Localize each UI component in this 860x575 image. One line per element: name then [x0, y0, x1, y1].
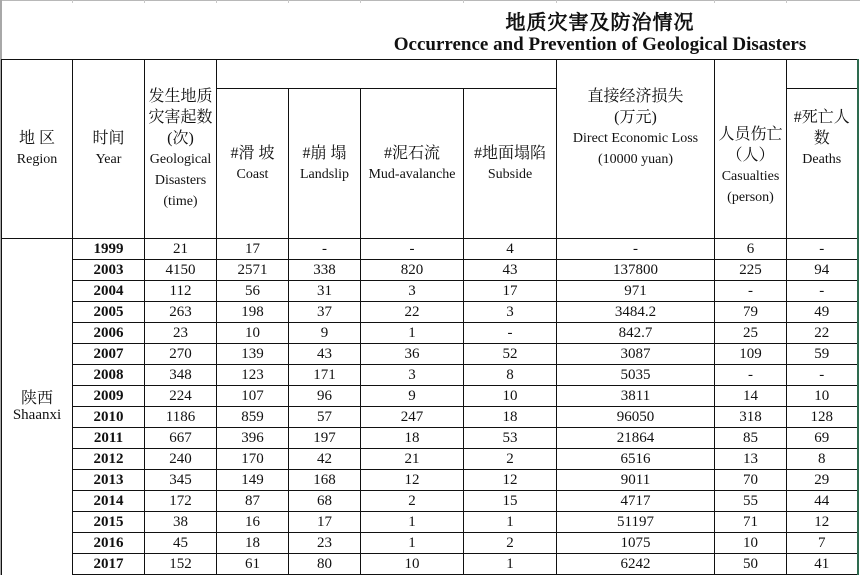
coast-cell[interactable]: 149 — [217, 470, 289, 491]
disasters-cell[interactable]: 345 — [145, 470, 217, 491]
deaths-cell[interactable]: 69 — [787, 428, 858, 449]
header-region[interactable]: 地 区 Region — [2, 60, 73, 239]
disasters-cell[interactable]: 263 — [145, 302, 217, 323]
coast-cell[interactable]: 17 — [217, 239, 289, 260]
deaths-cell[interactable]: 7 — [787, 533, 858, 554]
casualties-cell[interactable]: 6 — [715, 239, 787, 260]
coast-cell[interactable]: 10 — [217, 323, 289, 344]
disasters-cell[interactable]: 224 — [145, 386, 217, 407]
mud-cell[interactable]: 9 — [361, 386, 464, 407]
coast-cell[interactable]: 170 — [217, 449, 289, 470]
table-row — [2, 302, 858, 323]
mud-cell[interactable]: 2 — [361, 491, 464, 512]
year-cell[interactable]: 2004 — [73, 281, 145, 302]
subside-cell[interactable]: 2 — [464, 533, 557, 554]
subside-cell[interactable]: 53 — [464, 428, 557, 449]
loss-cell[interactable]: 137800 — [557, 260, 715, 281]
disasters-cell[interactable]: 348 — [145, 365, 217, 386]
year-cell[interactable]: 2012 — [73, 449, 145, 470]
deaths-cell[interactable]: 49 — [787, 302, 858, 323]
subside-cell[interactable]: 1 — [464, 554, 557, 575]
header-disaster-types-group — [217, 60, 557, 89]
mud-cell[interactable]: 18 — [361, 428, 464, 449]
landslip-cell[interactable]: 31 — [289, 281, 361, 302]
coast-cell[interactable]: 396 — [217, 428, 289, 449]
table-row — [2, 386, 858, 407]
landslip-cell[interactable]: 171 — [289, 365, 361, 386]
disasters-cell[interactable]: 112 — [145, 281, 217, 302]
loss-cell[interactable]: 51197 — [557, 512, 715, 533]
header-coast[interactable]: #滑 坡 Coast — [217, 89, 289, 239]
region-cell[interactable]: 陕西 Shaanxi — [2, 239, 73, 575]
coast-cell[interactable]: 61 — [217, 554, 289, 575]
mud-cell[interactable]: 820 — [361, 260, 464, 281]
subside-cell[interactable]: 2 — [464, 449, 557, 470]
landslip-cell[interactable]: - — [289, 239, 361, 260]
disasters-cell[interactable]: 270 — [145, 344, 217, 365]
year-cell[interactable]: 2013 — [73, 470, 145, 491]
coast-cell[interactable]: 18 — [217, 533, 289, 554]
table-row — [2, 554, 858, 575]
casualties-cell[interactable]: 50 — [715, 554, 787, 575]
casualties-cell[interactable]: 14 — [715, 386, 787, 407]
header-casualties[interactable]: 人员伤亡 （人） Casualties (person) — [715, 60, 787, 239]
casualties-cell[interactable]: 13 — [715, 449, 787, 470]
landslip-cell[interactable]: 57 — [289, 407, 361, 428]
coast-cell[interactable]: 198 — [217, 302, 289, 323]
subside-cell[interactable]: 12 — [464, 470, 557, 491]
coast-cell[interactable]: 16 — [217, 512, 289, 533]
disasters-cell[interactable]: 45 — [145, 533, 217, 554]
deaths-cell[interactable]: 12 — [787, 512, 858, 533]
casualties-cell[interactable]: - — [715, 365, 787, 386]
coast-cell[interactable]: 123 — [217, 365, 289, 386]
disasters-cell[interactable]: 240 — [145, 449, 217, 470]
deaths-cell[interactable]: 10 — [787, 386, 858, 407]
subside-cell[interactable]: 43 — [464, 260, 557, 281]
landslip-cell[interactable]: 338 — [289, 260, 361, 281]
casualties-cell[interactable]: 71 — [715, 512, 787, 533]
table-title-en: Occurrence and Prevention of Geological Disasters — [393, 34, 807, 55]
loss-cell[interactable]: 96050 — [557, 407, 715, 428]
year-cell[interactable]: 2009 — [73, 386, 145, 407]
deaths-cell[interactable]: 8 — [787, 449, 858, 470]
casualties-cell[interactable]: 109 — [715, 344, 787, 365]
subside-cell[interactable]: 17 — [464, 281, 557, 302]
subside-cell[interactable]: 1 — [464, 512, 557, 533]
loss-cell[interactable]: 3811 — [557, 386, 715, 407]
header-geological-disasters[interactable]: 发生地质 灾害起数 (次) Geological Disasters (time) — [145, 60, 217, 239]
disasters-cell[interactable]: 667 — [145, 428, 217, 449]
year-cell[interactable]: 2017 — [73, 554, 145, 575]
coast-cell[interactable]: 139 — [217, 344, 289, 365]
table-row — [2, 512, 858, 533]
loss-cell[interactable]: 971 — [557, 281, 715, 302]
disasters-cell[interactable]: 4150 — [145, 260, 217, 281]
landslip-cell[interactable]: 17 — [289, 512, 361, 533]
coast-cell[interactable]: 56 — [217, 281, 289, 302]
subside-cell[interactable]: 3 — [464, 302, 557, 323]
mud-cell[interactable]: 247 — [361, 407, 464, 428]
subside-cell[interactable]: 15 — [464, 491, 557, 512]
mud-cell[interactable]: 22 — [361, 302, 464, 323]
table-title-zh: 地质灾害及防治情况 — [505, 12, 695, 34]
year-cell[interactable]: 2005 — [73, 302, 145, 323]
subside-cell[interactable]: 10 — [464, 386, 557, 407]
deaths-cell[interactable]: - — [787, 365, 858, 386]
casualties-cell[interactable]: 70 — [715, 470, 787, 491]
casualties-cell[interactable]: 85 — [715, 428, 787, 449]
header-landslip[interactable]: #崩 塌 Landslip — [289, 89, 361, 239]
landslip-cell[interactable]: 197 — [289, 428, 361, 449]
table-row — [2, 260, 858, 281]
loss-cell[interactable]: 842.7 — [557, 323, 715, 344]
mud-cell[interactable]: 21 — [361, 449, 464, 470]
coast-cell[interactable]: 107 — [217, 386, 289, 407]
disasters-cell[interactable]: 172 — [145, 491, 217, 512]
table-row — [2, 449, 858, 470]
header-mud-avalanche[interactable]: #泥石流 Mud-avalanche — [361, 89, 464, 239]
landslip-cell[interactable]: 37 — [289, 302, 361, 323]
header-direct-economic-loss[interactable]: 直接经济损失 (万元) Direct Economic Loss (10000 yuan) — [557, 60, 715, 239]
casualties-cell[interactable]: 79 — [715, 302, 787, 323]
disasters-cell[interactable]: 152 — [145, 554, 217, 575]
deaths-cell[interactable]: 41 — [787, 554, 858, 575]
year-cell[interactable]: 1999 — [73, 239, 145, 260]
loss-cell[interactable]: 6516 — [557, 449, 715, 470]
casualties-cell[interactable]: 225 — [715, 260, 787, 281]
loss-cell[interactable]: 3087 — [557, 344, 715, 365]
year-cell[interactable]: 2014 — [73, 491, 145, 512]
table-row — [2, 344, 858, 365]
casualties-cell[interactable]: - — [715, 281, 787, 302]
year-cell[interactable]: 2006 — [73, 323, 145, 344]
subside-cell[interactable]: 4 — [464, 239, 557, 260]
deaths-cell[interactable]: 128 — [787, 407, 858, 428]
year-cell[interactable]: 2008 — [73, 365, 145, 386]
deaths-cell[interactable]: 44 — [787, 491, 858, 512]
table-row — [2, 239, 858, 260]
table-row — [2, 533, 858, 554]
table-row — [2, 407, 858, 428]
loss-cell[interactable]: 5035 — [557, 365, 715, 386]
year-cell[interactable]: 2011 — [73, 428, 145, 449]
mud-cell[interactable]: 1 — [361, 323, 464, 344]
header-deaths[interactable]: #死亡人 数 Deaths — [787, 89, 858, 239]
loss-cell[interactable]: 9011 — [557, 470, 715, 491]
table-row — [2, 365, 858, 386]
loss-cell[interactable]: 1075 — [557, 533, 715, 554]
table-row — [2, 323, 858, 344]
deaths-cell[interactable]: 22 — [787, 323, 858, 344]
deaths-cell[interactable]: - — [787, 281, 858, 302]
mud-cell[interactable]: 3 — [361, 281, 464, 302]
coast-cell[interactable]: 87 — [217, 491, 289, 512]
deaths-cell[interactable]: 94 — [787, 260, 858, 281]
loss-cell[interactable]: 21864 — [557, 428, 715, 449]
landslip-cell[interactable]: 43 — [289, 344, 361, 365]
header-year[interactable]: 时间 Year — [73, 60, 145, 239]
year-cell[interactable]: 2015 — [73, 512, 145, 533]
mud-cell[interactable]: 10 — [361, 554, 464, 575]
loss-cell[interactable]: 4717 — [557, 491, 715, 512]
landslip-cell[interactable]: 42 — [289, 449, 361, 470]
deaths-cell[interactable]: 59 — [787, 344, 858, 365]
mud-cell[interactable]: 12 — [361, 470, 464, 491]
loss-cell[interactable]: 6242 — [557, 554, 715, 575]
table-row — [2, 470, 858, 491]
table-row — [2, 428, 858, 449]
sheet-top-border — [0, 0, 860, 1]
disasters-cell[interactable]: 38 — [145, 512, 217, 533]
geological-disasters-table — [1, 59, 859, 575]
landslip-cell[interactable]: 80 — [289, 554, 361, 575]
disasters-cell[interactable]: 1186 — [145, 407, 217, 428]
mud-cell[interactable]: 36 — [361, 344, 464, 365]
casualties-cell[interactable]: 318 — [715, 407, 787, 428]
loss-cell[interactable]: - — [557, 239, 715, 260]
subside-cell[interactable]: - — [464, 323, 557, 344]
coast-cell[interactable]: 2571 — [217, 260, 289, 281]
header-deaths-group — [787, 60, 858, 89]
subside-cell[interactable]: 8 — [464, 365, 557, 386]
year-cell[interactable]: 2016 — [73, 533, 145, 554]
mud-cell[interactable]: - — [361, 239, 464, 260]
landslip-cell[interactable]: 9 — [289, 323, 361, 344]
subside-cell[interactable]: 52 — [464, 344, 557, 365]
landslip-cell[interactable]: 168 — [289, 470, 361, 491]
loss-cell[interactable]: 3484.2 — [557, 302, 715, 323]
landslip-cell[interactable]: 68 — [289, 491, 361, 512]
disasters-cell[interactable]: 21 — [145, 239, 217, 260]
table-row — [2, 491, 858, 512]
deaths-cell[interactable]: - — [787, 239, 858, 260]
subside-cell[interactable]: 18 — [464, 407, 557, 428]
casualties-cell[interactable]: 25 — [715, 323, 787, 344]
casualties-cell[interactable]: 10 — [715, 533, 787, 554]
year-cell[interactable]: 2003 — [73, 260, 145, 281]
mud-cell[interactable]: 3 — [361, 365, 464, 386]
mud-cell[interactable]: 1 — [361, 512, 464, 533]
mud-cell[interactable]: 1 — [361, 533, 464, 554]
landslip-cell[interactable]: 23 — [289, 533, 361, 554]
year-cell[interactable]: 2007 — [73, 344, 145, 365]
year-cell[interactable]: 2010 — [73, 407, 145, 428]
table-row — [2, 281, 858, 302]
deaths-cell[interactable]: 29 — [787, 470, 858, 491]
coast-cell[interactable]: 859 — [217, 407, 289, 428]
disasters-cell[interactable]: 23 — [145, 323, 217, 344]
header-subside[interactable]: #地面塌陷 Subside — [464, 89, 557, 239]
casualties-cell[interactable]: 55 — [715, 491, 787, 512]
landslip-cell[interactable]: 96 — [289, 386, 361, 407]
